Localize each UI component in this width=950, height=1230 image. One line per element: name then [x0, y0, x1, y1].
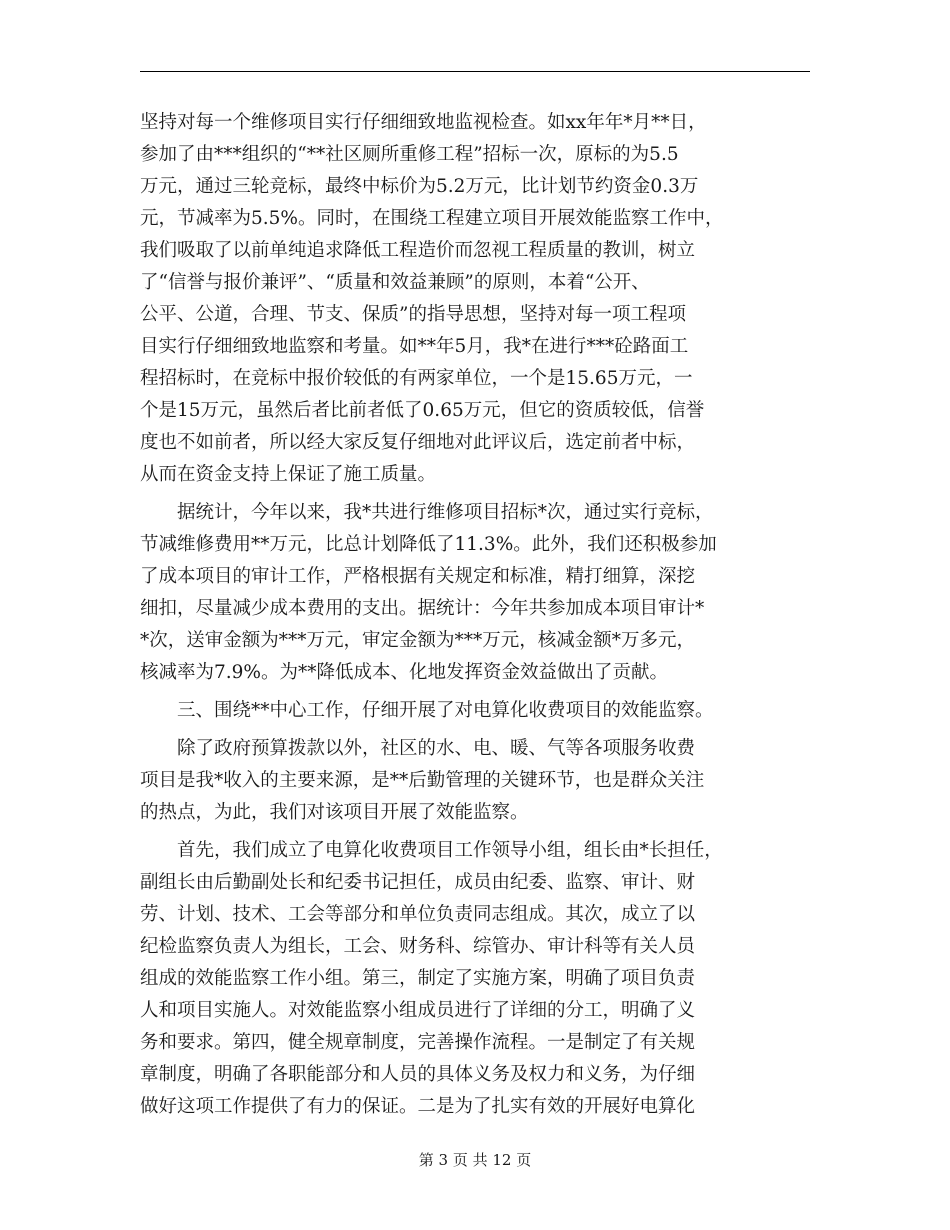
- text-line: 万元，通过三轮竞标，最终中标价为5.2万元，比计划节约资金0.3万: [140, 176, 699, 197]
- text-line: 章制度，明确了各职能部分和人员的具体义务及权力和义务，为仔细: [140, 1064, 696, 1085]
- text-line: 参加了由***组织的“**社区厕所重修工程”招标一次，原标的为5.5: [140, 144, 679, 165]
- text-line: 个是15万元，虽然后者比前者低了0.65万元，但它的资质较低，信誉: [140, 400, 705, 421]
- text-line: 人和项目实施人。对效能监察小组成员进行了详细的分工，明确了义: [140, 1000, 696, 1021]
- text-line: 从而在资金支持上保证了施工质量。: [140, 464, 437, 485]
- text-line: 度也不如前者，所以经大家反复仔细地对此评议后，选定前者中标，: [140, 432, 696, 453]
- text-line: 了成本项目的审计工作，严格根据有关规定和标准，精打细算，深挖: [140, 566, 696, 587]
- text-line: 的热点，为此，我们对该项目开展了效能监察。: [140, 802, 529, 823]
- page-number-footer: 第 3 页 共 12 页: [418, 1151, 532, 1169]
- text-line: 项目是我*收入的主要来源，是**后勤管理的关键环节，也是群众关注: [140, 770, 705, 791]
- text-line: 劳、计划、技术、工会等部分和单位负责同志组成。其次，成立了以: [140, 904, 696, 925]
- text-line: 我们吸取了以前单纯追求降低工程造价而忽视工程质量的教训，树立: [140, 240, 696, 261]
- text-line: 公平、公道，合理、节支、保质”的指导思想，坚持对每一项工程项: [140, 304, 686, 325]
- text-line: 副组长由后勤副处长和纪委书记担任，成员由纪委、监察、审计、财: [140, 872, 696, 893]
- text-line: 组成的效能监察工作小组。第三，制定了实施方案，明确了项目负责: [140, 968, 696, 989]
- text-line: 细扣，尽量减少成本费用的支出。据统计：今年共参加成本项目审计*: [140, 598, 705, 619]
- text-line: 坚持对每一个维修项目实行仔细细致地监视检查。如xx年年*月**日，: [140, 112, 707, 133]
- text-line: 三、围绕**中心工作，仔细开展了对电算化收费项目的效能监察。: [140, 700, 714, 721]
- text-line: 纪检监察负责人为组长，工会、财务科、综管办、审计科等有关人员: [140, 936, 696, 957]
- text-line: 除了政府预算拨款以外，社区的水、电、暖、气等各项服务收费: [140, 738, 696, 759]
- text-line: 目实行仔细细致地监察和考量。如**年5月，我*在进行***砼路面工: [140, 336, 689, 357]
- text-line: *次，送审金额为***万元，审定金额为***万元，核减金额*万多元，: [140, 630, 696, 651]
- text-line: 程招标时，在竞标中报价较低的有两家单位，一个是15.65万元，一: [140, 368, 693, 389]
- text-line: 首先，我们成立了电算化收费项目工作领导小组，组长由*长担任，: [140, 840, 723, 861]
- text-line: 做好这项工作提供了有力的保证。二是为了扎实有效的开展好电算化: [140, 1096, 696, 1117]
- header-rule: [140, 71, 810, 72]
- text-line: 元，节减率为5.5%。同时，在围绕工程建立项目开展效能监察工作中，: [140, 208, 724, 229]
- text-line: 节减维修费用**万元，比总计划降低了11.3%。此外，我们还积极参加: [140, 534, 717, 555]
- text-line: 核减率为7.9%。为**降低成本、化地发挥资金效益做出了贡献。: [140, 662, 669, 683]
- text-line: 了“信誉与报价兼评”、“质量和效益兼顾”的原则，本着“公开、: [140, 272, 650, 293]
- text-line: 据统计，今年以来，我*共进行维修项目招标*次，通过实行竞标，: [140, 502, 714, 523]
- text-line: 务和要求。第四，健全规章制度，完善操作流程。一是制定了有关规: [140, 1032, 696, 1053]
